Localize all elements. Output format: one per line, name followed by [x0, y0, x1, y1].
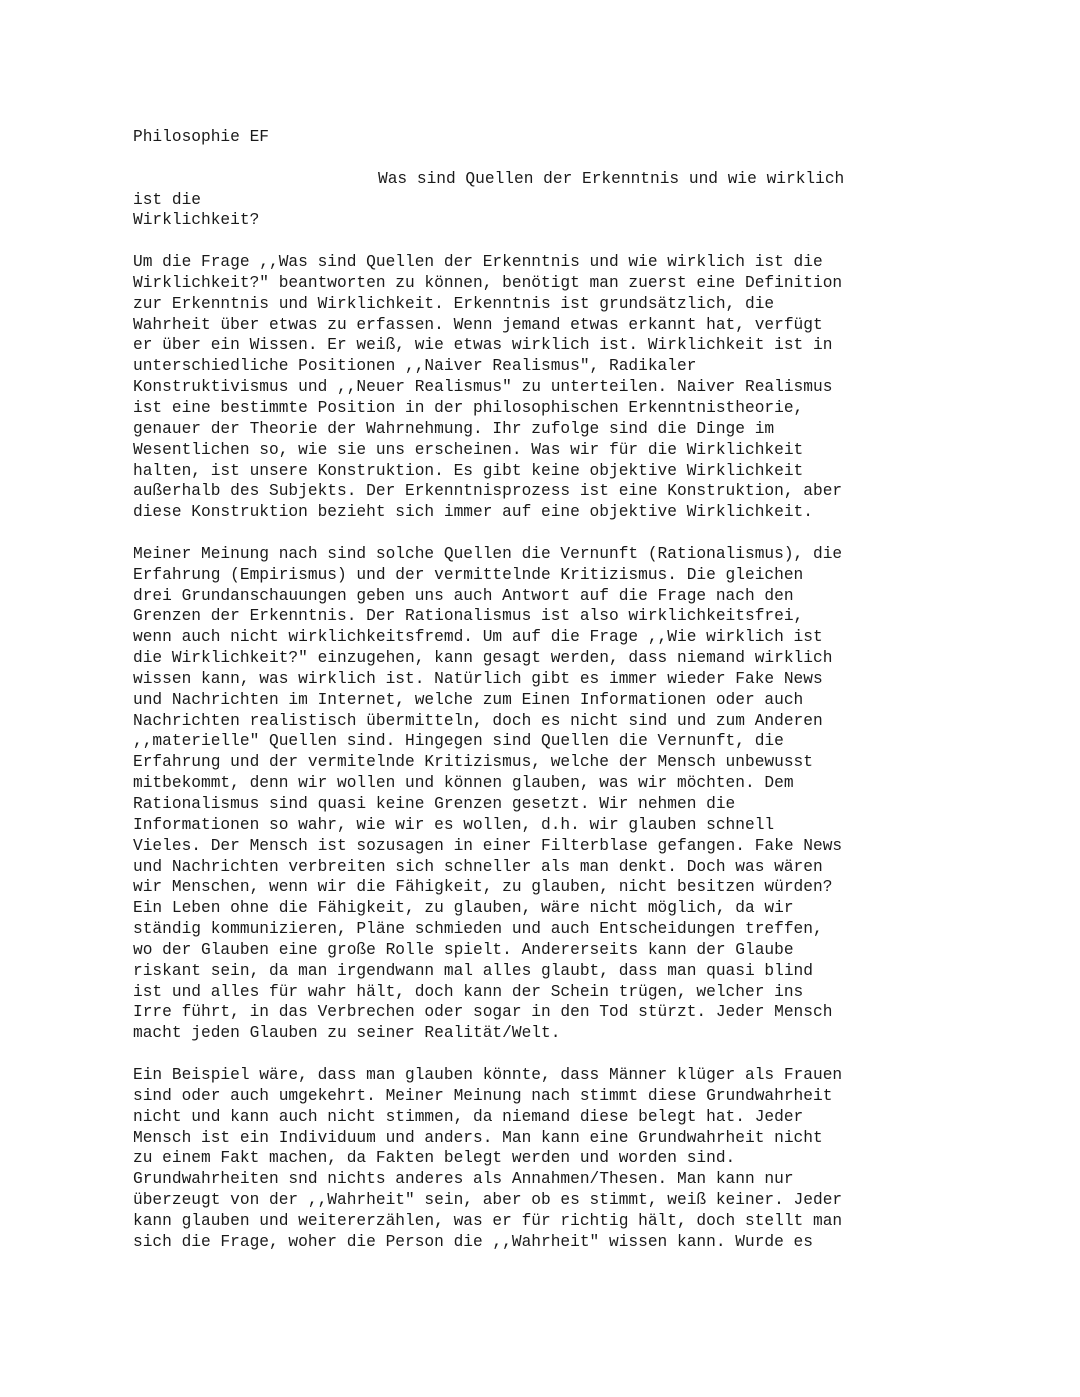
paragraph-line: Wirklichkeit?" beantworten zu können, benötigt man zuerst eine Definition: [133, 273, 843, 292]
paragraph-line: genauer der Theorie der Wahrnehmung. Ihr zufolge sind die Dinge im: [133, 419, 775, 438]
paragraph-line: wenn auch nicht wirklichkeitsfremd. Um auf die Frage ,,Wie wirklich ist: [133, 628, 823, 647]
spacer: [133, 1044, 963, 1065]
paragraph-line: Wesentlichen so, wie sie uns erscheinen. Was wir für die Wirklichkeit: [133, 440, 804, 459]
paragraph-line: Wahrheit über etwas zu erfassen. Wenn jemand etwas erkannt hat, verfügt: [133, 315, 823, 334]
paragraph: [133, 544, 963, 1044]
paragraph-line: er über ein Wissen. Er weiß, wie etwas wirklich ist. Wirklichkeit ist in: [133, 336, 833, 355]
paragraph-line: Um die Frage ,,Was sind Quellen der Erkenntnis und wie wirklich ist die: [133, 253, 823, 272]
paragraph-line: und Nachrichten im Internet, welche zum Einen Informationen oder auch: [133, 690, 804, 709]
paragraph-line: wo der Glauben eine große Rolle spielt. Andererseits kann der Glaube: [133, 940, 794, 959]
paragraph-line: Irre führt, in das Verbrechen oder sogar in den Tod stürzt. Jeder Mensch: [133, 1003, 833, 1022]
paragraph-line: drei Grundanschauungen geben uns auch Antwort auf die Frage nach den: [133, 586, 794, 605]
document-body: [133, 127, 963, 1253]
paragraph-line: Mensch ist ein Individuum und anders. Man kann eine Grundwahrheit nicht: [133, 1128, 823, 1147]
paragraph-line: Nachrichten realistisch übermitteln, doch es nicht sind und zum Anderen: [133, 711, 823, 730]
title-line-2: ist die: [133, 190, 201, 209]
spacer: [133, 148, 963, 169]
paragraph-line: nicht und kann auch nicht stimmen, da niemand diese belegt hat. Jeder: [133, 1107, 804, 1126]
paragraph-line: und Nachrichten verbreiten sich schneller als man denkt. Doch was wären: [133, 857, 823, 876]
paragraph-line: Ein Beispiel wäre, dass man glauben könnte, dass Männer klüger als Frauen: [133, 1065, 843, 1084]
paragraph-line: ist und alles für wahr hält, doch kann der Schein trügen, welcher ins: [133, 982, 804, 1001]
paragraph-line: Informationen so wahr, wie wir es wollen, d.h. wir glauben schnell: [133, 815, 775, 834]
subject-heading: Philosophie EF: [133, 128, 269, 146]
paragraph-line: diese Konstruktion bezieht sich immer auf eine objektive Wirklichkeit.: [133, 503, 813, 522]
paragraph-line: wir Menschen, wenn wir die Fähigkeit, zu glauben, nicht besitzen würden?: [133, 878, 833, 897]
paragraph-line: sind oder auch umgekehrt. Meiner Meinung nach stimmt diese Grundwahrheit: [133, 1086, 833, 1105]
paragraph-line: Grundwahrheiten snd nichts anderes als Annahmen/Thesen. Man kann nur: [133, 1170, 794, 1189]
title-line-1: Was sind Quellen der Erkenntnis und wie wirklich: [378, 169, 845, 188]
paragraph-line: Konstruktivismus und ,,Neuer Realismus" zu unterteilen. Naiver Realismus: [133, 378, 833, 397]
paragraph-line: riskant sein, da man irgendwann mal alles glaubt, dass man quasi blind: [133, 961, 813, 980]
paragraphs: [133, 252, 963, 1253]
spacer: [133, 523, 963, 544]
paragraph-line: Erfahrung (Empirismus) und der vermittelnde Kritizismus. Die gleichen: [133, 565, 804, 584]
paragraph-line: Meiner Meinung nach sind solche Quellen die Vernunft (Rationalismus), die: [133, 544, 843, 563]
paragraph: [133, 252, 963, 523]
paragraph-line: ist eine bestimmte Position in der philosophischen Erkenntnistheorie,: [133, 398, 804, 417]
paragraph-line: ,,materielle" Quellen sind. Hingegen sind Quellen die Vernunft, die: [133, 732, 784, 751]
title-line-3: Wirklichkeit?: [133, 211, 260, 230]
paragraph-line: wissen kann, was wirklich ist. Natürlich gibt es immer wieder Fake News: [133, 669, 823, 688]
paragraph-line: unterschiedliche Positionen ,,Naiver Realismus", Radikaler: [133, 357, 697, 376]
paragraph-line: Vieles. Der Mensch ist sozusagen in einer Filterblase gefangen. Fake News: [133, 836, 843, 855]
paragraph-line: macht jeden Glauben zu seiner Realität/Welt.: [133, 1024, 561, 1043]
paragraph-line: Erfahrung und der vermitelnde Kritizismus, welche der Mensch unbewusst: [133, 753, 813, 772]
paragraph: [133, 1065, 963, 1253]
paragraph-line: zu einem Fakt machen, da Fakten belegt werden und worden sind.: [133, 1149, 736, 1168]
paragraph-line: Rationalismus sind quasi keine Grenzen gesetzt. Wir nehmen die: [133, 795, 736, 813]
paragraph-line: ständig kommunizieren, Pläne schmieden und auch Entscheidungen treffen,: [133, 920, 823, 939]
paragraph-line: zur Erkenntnis und Wirklichkeit. Erkenntnis ist grundsätzlich, die: [133, 294, 775, 313]
paragraph-line: überzeugt von der ,,Wahrheit" sein, aber ob es stimmt, weiß keiner. Jeder: [133, 1191, 843, 1210]
paragraph-line: halten, ist unsere Konstruktion. Es gibt keine objektive Wirklichkeit: [133, 461, 804, 480]
spacer: [133, 231, 963, 252]
paragraph-line: die Wirklichkeit?" einzugehen, kann gesagt werden, dass niemand wirklich: [133, 649, 833, 668]
paragraph-line: Grenzen der Erkenntnis. Der Rationalismus ist also wirklichkeitsfrei,: [133, 607, 804, 626]
paragraph-line: mitbekommt, denn wir wollen und können glauben, was wir möchten. Dem: [133, 774, 794, 793]
paragraph-line: kann glauben und weitererzählen, was er für richtig hält, doch stellt man: [133, 1211, 843, 1230]
paragraph-line: außerhalb des Subjekts. Der Erkenntnisprozess ist eine Konstruktion, aber: [133, 482, 843, 501]
paragraph-line: Ein Leben ohne die Fähigkeit, zu glauben, wäre nicht möglich, da wir: [133, 899, 794, 918]
paragraph-line: sich die Frage, woher die Person die ,,Wahrheit" wissen kann. Wurde es: [133, 1232, 813, 1251]
